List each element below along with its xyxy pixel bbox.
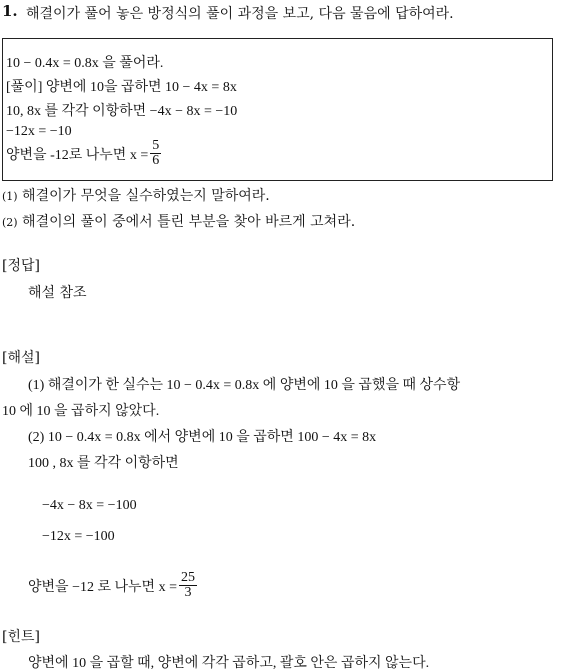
answer-text: 해설 참조 [28,285,87,301]
hint-header: [힌트] [2,629,40,645]
fraction-denominator: 6 [152,153,160,168]
box-line-5-fraction [150,139,161,168]
explanation-equation-3-fraction [179,571,197,600]
hint-text: 양변에 10 을 곱할 때, 양변에 각각 곱하고, 괄호 안은 곱하지 않는다. [28,656,430,671]
sub-question-2-marker: (2) [2,216,18,229]
sub-question-1-marker: (1) [2,190,18,203]
explanation-header: [해설] [2,350,40,366]
box-line-1: 10 − 0.4x = 0.8x 을 풀어라. [6,56,164,71]
fraction-numerator: 25 [180,570,195,585]
sub-question-2-text: 해결이의 풀이 중에서 틀린 부분을 찾아 바르게 고쳐라. [22,214,356,230]
explanation-equation-1: −4x − 8x = −100 [42,498,137,513]
explanation-p1-line1: (1) 해결이가 한 실수는 10 − 0.4x = 0.8x 에 양변에 10 을 곱했을 때 상수항 [28,378,461,393]
explanation-equation-3-text: 양변을 −12 로 나누면 x = [28,579,177,595]
box-line-5 [6,139,163,168]
explanation-equation-2: −12x = −100 [42,529,115,544]
question-prompt: 해결이가 풀어 놓은 방정식의 풀이 과정을 보고, 다음 물음에 답하여라. [26,6,454,22]
box-line-3: 10, 8x 를 각각 이항하면 −4x − 8x = −10 [6,104,238,119]
fraction-numerator: 5 [152,138,160,153]
explanation-equation-3 [28,571,199,600]
answer-header: [정답] [2,258,40,274]
explanation-p2-line1: (2) 10 − 0.4x = 0.8x 에서 양변에 10 을 곱하면 100 − 4x = 8x [28,430,377,445]
sub-question-1-text: 해결이가 무엇을 실수하였는지 말하여라. [22,188,270,204]
box-line-2: [풀이] 양변에 10을 곱하면 10 − 4x = 8x [6,80,237,95]
fraction-denominator: 3 [184,585,192,600]
box-line-5-text: 양변을 -12로 나누면 x = [6,147,149,163]
question-number: 1. [2,2,18,20]
box-line-4: −12x = −10 [6,124,72,139]
sub-question-2 [2,211,355,231]
explanation-p2-line2: 100 , 8x 를 각각 이항하면 [28,456,179,471]
explanation-p1-line2: 10 에 10 을 곱하지 않았다. [2,404,160,419]
sub-question-1 [2,185,270,205]
